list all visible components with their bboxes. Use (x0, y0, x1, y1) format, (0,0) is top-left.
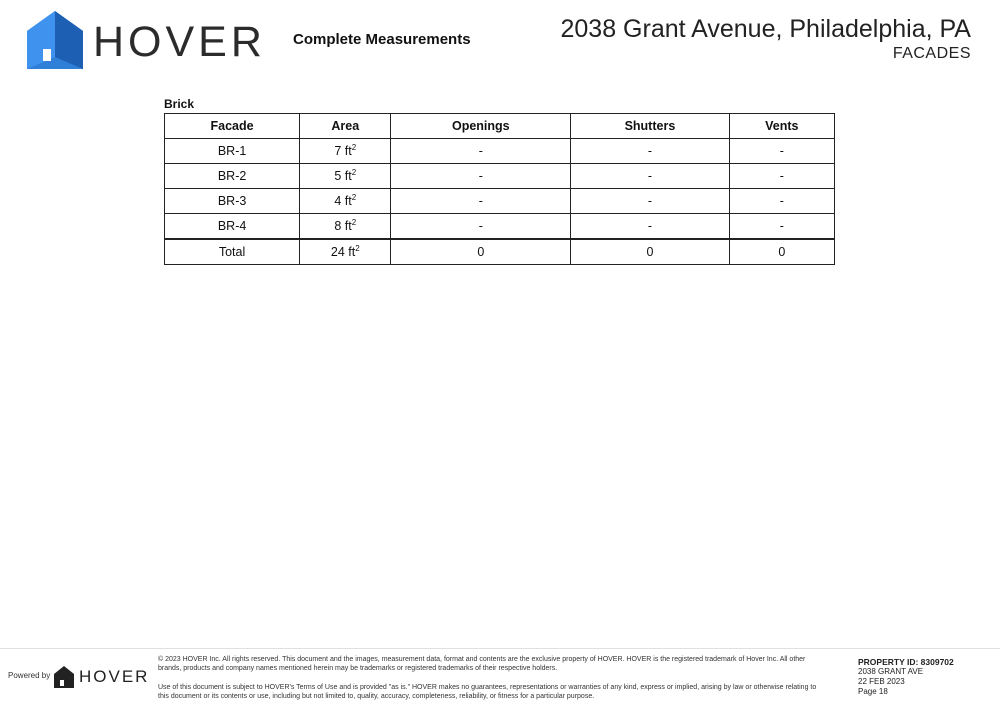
openings-cell: - (391, 164, 571, 189)
column-header: Shutters (571, 114, 729, 139)
unit-superscript: 2 (351, 217, 357, 227)
unit-superscript: 2 (351, 142, 357, 152)
vents-cell: - (729, 214, 834, 240)
unit-superscript: 2 (355, 243, 360, 253)
report-date: 22 FEB 2023 (858, 677, 905, 686)
facade-table (164, 113, 835, 265)
hover-footer-logo-icon (54, 666, 74, 688)
copyright-notice: © 2023 HOVER Inc. All rights reserved. This document and the images, measurement data, format and contents are the exclusive property of HOVER. HOVER is the registered trademark of Hover Inc. All other brands, products and company names mentioned herein may be trademarks or registered trademarks of their respective holders. (158, 656, 806, 672)
area-value: 7 ft (334, 144, 352, 158)
area-cell (300, 214, 391, 240)
table-caption: Brick (164, 97, 195, 111)
total-label: Total (165, 239, 300, 265)
powered-by-label: Powered by (8, 671, 51, 680)
facade-cell: BR-2 (165, 164, 300, 189)
column-header: Openings (391, 114, 571, 139)
document-title: Complete Measurements (293, 31, 471, 48)
property-id: PROPERTY ID: 8309702 (858, 657, 954, 667)
section-title: FACADES (892, 45, 971, 62)
unit-superscript: 2 (351, 192, 357, 202)
property-meta (858, 657, 954, 697)
shutters-cell: - (571, 164, 729, 189)
total-area-value: 24 ft (330, 245, 356, 259)
shutters-cell: - (571, 189, 729, 214)
total-vents: 0 (729, 239, 834, 265)
area-value: 5 ft (334, 169, 352, 183)
terms-notice: Use of this document is subject to HOVER's Terms of Use and is provided "as is." HOVER makes no guarantees, representations or warranties of any kind, express or implied, arising by law or otherwise relating to this document or its contents or use, including but not limited to, quality, accuracy, completeness, reliability, or fitness for a particular purpose. (158, 684, 817, 700)
hover-logo-icon (27, 11, 83, 69)
total-openings: 0 (391, 239, 571, 265)
total-area-cell (300, 239, 391, 265)
area-cell (300, 164, 391, 189)
area-cell (300, 189, 391, 214)
property-street: 2038 GRANT AVE (858, 667, 924, 676)
shutters-cell: - (571, 214, 729, 240)
footer-divider (0, 648, 1000, 649)
column-header: Area (300, 114, 391, 139)
openings-cell: - (391, 214, 571, 240)
table-row (165, 139, 835, 164)
openings-cell: - (391, 189, 571, 214)
page-number: Page 18 (858, 687, 888, 696)
table-row (165, 189, 835, 214)
table-row (165, 214, 835, 240)
facade-cell: BR-3 (165, 189, 300, 214)
column-header: Vents (729, 114, 834, 139)
column-header: Facade (165, 114, 300, 139)
vents-cell: - (729, 139, 834, 164)
area-cell (300, 139, 391, 164)
facade-cell: BR-1 (165, 139, 300, 164)
total-shutters: 0 (571, 239, 729, 265)
vents-cell: - (729, 164, 834, 189)
vents-cell: - (729, 189, 834, 214)
unit-superscript: 2 (351, 167, 357, 177)
brand-wordmark: HOVER (93, 18, 266, 66)
property-address: 2038 Grant Avenue, Philadelphia, PA (560, 15, 971, 43)
shutters-cell: - (571, 139, 729, 164)
area-value: 8 ft (334, 219, 352, 233)
footer-brand-wordmark: HOVER (79, 667, 150, 686)
area-value: 4 ft (334, 194, 352, 208)
openings-cell: - (391, 139, 571, 164)
table-header-row (165, 114, 835, 139)
total-row (165, 239, 835, 265)
table-row (165, 164, 835, 189)
facade-cell: BR-4 (165, 214, 300, 240)
